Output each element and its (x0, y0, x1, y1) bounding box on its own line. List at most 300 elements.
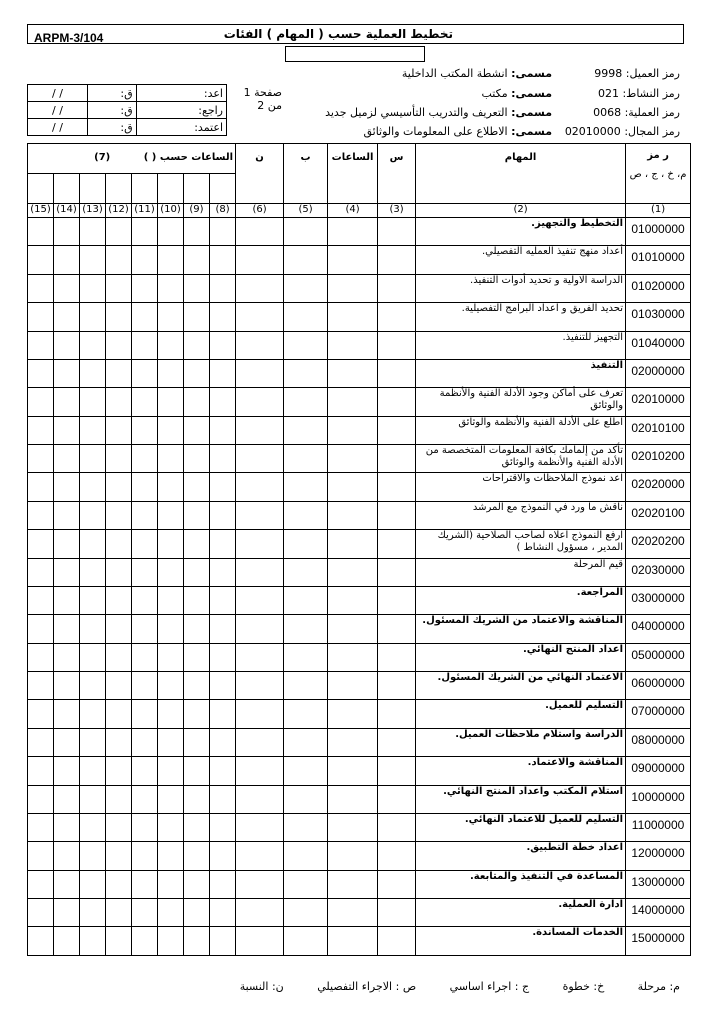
hours-cell[interactable] (378, 785, 416, 813)
approval-q[interactable]: ق: (88, 85, 137, 102)
hours-cell[interactable] (106, 615, 132, 643)
hours-cell[interactable] (54, 416, 80, 444)
hours-cell[interactable] (210, 615, 236, 643)
hours-cell[interactable] (106, 813, 132, 841)
hours-cell[interactable] (284, 785, 328, 813)
hours-cell[interactable] (236, 246, 284, 274)
hours-cell[interactable] (328, 246, 378, 274)
hours-cell[interactable] (80, 359, 106, 387)
hours-cell[interactable] (284, 416, 328, 444)
hours-cell[interactable] (158, 501, 184, 529)
hours-cell[interactable] (80, 899, 106, 927)
hours-cell[interactable] (106, 445, 132, 473)
hours-cell[interactable] (184, 842, 210, 870)
hours-cell[interactable] (236, 445, 284, 473)
hours-cell[interactable] (236, 416, 284, 444)
hours-cell[interactable] (328, 416, 378, 444)
hours-cell[interactable] (210, 728, 236, 756)
hours-cell[interactable] (328, 672, 378, 700)
approval-q[interactable]: ق: (88, 119, 137, 136)
hours-cell[interactable] (106, 331, 132, 359)
hours-cell[interactable] (158, 218, 184, 246)
hours-cell[interactable] (158, 728, 184, 756)
hours-cell[interactable] (210, 586, 236, 614)
hours-cell[interactable] (80, 445, 106, 473)
hours-cell[interactable] (284, 615, 328, 643)
hours-cell[interactable] (106, 927, 132, 955)
hours-cell[interactable] (132, 927, 158, 955)
hours-cell[interactable] (184, 416, 210, 444)
hours-cell[interactable] (80, 586, 106, 614)
hours-cell[interactable] (106, 672, 132, 700)
hours-cell[interactable] (378, 757, 416, 785)
hours-cell[interactable] (210, 813, 236, 841)
hours-cell[interactable] (106, 757, 132, 785)
hours-cell[interactable] (210, 218, 236, 246)
hours-cell[interactable] (328, 445, 378, 473)
hours-cell[interactable] (106, 586, 132, 614)
hours-cell[interactable] (284, 218, 328, 246)
hours-cell[interactable] (184, 870, 210, 898)
hours-cell[interactable] (284, 473, 328, 501)
hours-cell[interactable] (54, 530, 80, 558)
hours-cell[interactable] (132, 728, 158, 756)
hours-cell[interactable] (378, 870, 416, 898)
hours-cell[interactable] (328, 303, 378, 331)
hours-cell[interactable] (236, 643, 284, 671)
hours-cell[interactable] (54, 303, 80, 331)
hours-cell[interactable] (28, 728, 54, 756)
hours-cell[interactable] (28, 899, 54, 927)
hours-cell[interactable] (80, 246, 106, 274)
hours-cell[interactable] (284, 331, 328, 359)
hours-cell[interactable] (106, 218, 132, 246)
hours-cell[interactable] (328, 218, 378, 246)
hours-cell[interactable] (378, 331, 416, 359)
hours-cell[interactable] (328, 530, 378, 558)
hours-cell[interactable] (132, 218, 158, 246)
approval-date[interactable]: / / (28, 102, 88, 119)
hours-cell[interactable] (158, 416, 184, 444)
hours-cell[interactable] (80, 813, 106, 841)
hours-cell[interactable] (236, 672, 284, 700)
hours-cell[interactable] (80, 388, 106, 416)
hours-cell[interactable] (184, 558, 210, 586)
hours-cell[interactable] (378, 218, 416, 246)
hours-cell[interactable] (236, 303, 284, 331)
hours-cell[interactable] (210, 473, 236, 501)
hours-cell[interactable] (54, 899, 80, 927)
hours-cell[interactable] (158, 445, 184, 473)
hours-cell[interactable] (132, 672, 158, 700)
hours-cell[interactable] (236, 842, 284, 870)
hours-cell[interactable] (28, 445, 54, 473)
hours-cell[interactable] (54, 558, 80, 586)
hours-cell[interactable] (184, 501, 210, 529)
hours-cell[interactable] (284, 388, 328, 416)
hours-cell[interactable] (210, 445, 236, 473)
hours-cell[interactable] (158, 785, 184, 813)
hours-cell[interactable] (210, 359, 236, 387)
hours-cell[interactable] (80, 331, 106, 359)
hours-cell[interactable] (236, 530, 284, 558)
hours-cell[interactable] (54, 700, 80, 728)
hours-cell[interactable] (54, 501, 80, 529)
hours-cell[interactable] (184, 586, 210, 614)
hours-cell[interactable] (210, 672, 236, 700)
hours-cell[interactable] (378, 700, 416, 728)
hours-cell[interactable] (132, 359, 158, 387)
hours-cell[interactable] (28, 303, 54, 331)
hours-cell[interactable] (284, 700, 328, 728)
hours-cell[interactable] (132, 303, 158, 331)
hours-cell[interactable] (184, 899, 210, 927)
hours-cell[interactable] (106, 274, 132, 302)
hours-cell[interactable] (184, 813, 210, 841)
hours-cell[interactable] (328, 388, 378, 416)
hours-cell[interactable] (132, 899, 158, 927)
hours-cell[interactable] (378, 445, 416, 473)
hours-cell[interactable] (54, 246, 80, 274)
hours-cell[interactable] (236, 785, 284, 813)
hours-cell[interactable] (284, 501, 328, 529)
hours-cell[interactable] (184, 388, 210, 416)
hours-cell[interactable] (158, 388, 184, 416)
hours-cell[interactable] (328, 331, 378, 359)
hours-cell[interactable] (28, 927, 54, 955)
hours-cell[interactable] (210, 558, 236, 586)
hours-cell[interactable] (378, 359, 416, 387)
hours-cell[interactable] (284, 558, 328, 586)
hours-cell[interactable] (158, 473, 184, 501)
hours-cell[interactable] (236, 586, 284, 614)
approval-q[interactable]: ق: (88, 102, 137, 119)
hours-cell[interactable] (54, 359, 80, 387)
hours-cell[interactable] (54, 331, 80, 359)
hours-cell[interactable] (378, 813, 416, 841)
hours-cell[interactable] (28, 530, 54, 558)
hours-cell[interactable] (106, 842, 132, 870)
hours-cell[interactable] (106, 303, 132, 331)
hours-cell[interactable] (28, 643, 54, 671)
hours-cell[interactable] (158, 700, 184, 728)
hours-cell[interactable] (184, 359, 210, 387)
hours-cell[interactable] (54, 813, 80, 841)
hours-cell[interactable] (184, 246, 210, 274)
hours-cell[interactable] (328, 757, 378, 785)
hours-cell[interactable] (28, 218, 54, 246)
hours-cell[interactable] (284, 303, 328, 331)
hours-cell[interactable] (328, 728, 378, 756)
hours-cell[interactable] (236, 388, 284, 416)
hours-cell[interactable] (210, 388, 236, 416)
hours-cell[interactable] (378, 643, 416, 671)
hours-cell[interactable] (132, 700, 158, 728)
hours-cell[interactable] (328, 274, 378, 302)
hours-cell[interactable] (158, 303, 184, 331)
hours-cell[interactable] (132, 473, 158, 501)
hours-cell[interactable] (54, 586, 80, 614)
hours-cell[interactable] (184, 218, 210, 246)
hours-cell[interactable] (106, 530, 132, 558)
hours-cell[interactable] (378, 501, 416, 529)
hours-cell[interactable] (106, 558, 132, 586)
hours-cell[interactable] (236, 331, 284, 359)
hours-cell[interactable] (210, 331, 236, 359)
hours-cell[interactable] (80, 785, 106, 813)
hours-cell[interactable] (28, 757, 54, 785)
hours-cell[interactable] (80, 643, 106, 671)
hours-cell[interactable] (28, 558, 54, 586)
hours-cell[interactable] (132, 331, 158, 359)
hours-cell[interactable] (210, 501, 236, 529)
hours-cell[interactable] (328, 785, 378, 813)
hours-cell[interactable] (158, 643, 184, 671)
hours-cell[interactable] (132, 274, 158, 302)
hours-cell[interactable] (106, 246, 132, 274)
hours-cell[interactable] (284, 757, 328, 785)
hours-cell[interactable] (284, 813, 328, 841)
hours-cell[interactable] (184, 728, 210, 756)
hours-cell[interactable] (158, 757, 184, 785)
hours-cell[interactable] (80, 615, 106, 643)
hours-cell[interactable] (378, 842, 416, 870)
hours-cell[interactable] (158, 246, 184, 274)
hours-cell[interactable] (284, 246, 328, 274)
hours-cell[interactable] (158, 331, 184, 359)
hours-cell[interactable] (158, 615, 184, 643)
hours-cell[interactable] (54, 672, 80, 700)
hours-cell[interactable] (28, 870, 54, 898)
hours-cell[interactable] (284, 842, 328, 870)
hours-cell[interactable] (378, 303, 416, 331)
hours-cell[interactable] (236, 757, 284, 785)
hours-cell[interactable] (328, 927, 378, 955)
hours-cell[interactable] (236, 700, 284, 728)
hours-cell[interactable] (328, 615, 378, 643)
hours-cell[interactable] (184, 303, 210, 331)
hours-cell[interactable] (54, 643, 80, 671)
hours-cell[interactable] (284, 530, 328, 558)
hours-cell[interactable] (132, 445, 158, 473)
hours-cell[interactable] (158, 558, 184, 586)
hours-cell[interactable] (184, 785, 210, 813)
hours-cell[interactable] (158, 359, 184, 387)
hours-cell[interactable] (28, 813, 54, 841)
hours-cell[interactable] (132, 643, 158, 671)
hours-cell[interactable] (210, 757, 236, 785)
hours-cell[interactable] (28, 246, 54, 274)
hours-cell[interactable] (132, 757, 158, 785)
hours-cell[interactable] (28, 842, 54, 870)
hours-cell[interactable] (132, 558, 158, 586)
hours-cell[interactable] (28, 672, 54, 700)
hours-cell[interactable] (184, 331, 210, 359)
hours-cell[interactable] (284, 728, 328, 756)
hours-cell[interactable] (378, 672, 416, 700)
hours-cell[interactable] (54, 785, 80, 813)
hours-cell[interactable] (184, 445, 210, 473)
hours-cell[interactable] (236, 218, 284, 246)
hours-cell[interactable] (328, 870, 378, 898)
hours-cell[interactable] (28, 274, 54, 302)
hours-cell[interactable] (378, 388, 416, 416)
hours-cell[interactable] (184, 757, 210, 785)
hours-cell[interactable] (378, 558, 416, 586)
hours-cell[interactable] (80, 530, 106, 558)
hours-cell[interactable] (54, 445, 80, 473)
hours-cell[interactable] (80, 416, 106, 444)
hours-cell[interactable] (210, 785, 236, 813)
hours-cell[interactable] (80, 303, 106, 331)
hours-cell[interactable] (184, 274, 210, 302)
hours-cell[interactable] (80, 218, 106, 246)
hours-cell[interactable] (284, 870, 328, 898)
hours-cell[interactable] (28, 586, 54, 614)
hours-cell[interactable] (132, 842, 158, 870)
hours-cell[interactable] (328, 558, 378, 586)
hours-cell[interactable] (284, 672, 328, 700)
hours-cell[interactable] (132, 785, 158, 813)
hours-cell[interactable] (328, 700, 378, 728)
hours-cell[interactable] (184, 473, 210, 501)
hours-cell[interactable] (210, 303, 236, 331)
hours-cell[interactable] (106, 473, 132, 501)
hours-cell[interactable] (378, 728, 416, 756)
hours-cell[interactable] (284, 274, 328, 302)
hours-cell[interactable] (80, 757, 106, 785)
hours-cell[interactable] (106, 728, 132, 756)
hours-cell[interactable] (378, 586, 416, 614)
hours-cell[interactable] (236, 501, 284, 529)
hours-cell[interactable] (54, 274, 80, 302)
hours-cell[interactable] (132, 388, 158, 416)
hours-cell[interactable] (210, 530, 236, 558)
hours-cell[interactable] (80, 473, 106, 501)
hours-cell[interactable] (54, 842, 80, 870)
hours-cell[interactable] (54, 757, 80, 785)
hours-cell[interactable] (284, 643, 328, 671)
hours-cell[interactable] (210, 870, 236, 898)
hours-cell[interactable] (184, 672, 210, 700)
hours-cell[interactable] (106, 700, 132, 728)
hours-cell[interactable] (158, 870, 184, 898)
hours-cell[interactable] (236, 615, 284, 643)
approval-date[interactable]: / / (28, 119, 88, 136)
hours-cell[interactable] (54, 218, 80, 246)
hours-cell[interactable] (80, 558, 106, 586)
hours-cell[interactable] (236, 558, 284, 586)
hours-cell[interactable] (236, 927, 284, 955)
hours-cell[interactable] (80, 728, 106, 756)
hours-cell[interactable] (54, 870, 80, 898)
hours-cell[interactable] (132, 246, 158, 274)
category-box[interactable] (285, 46, 425, 62)
hours-cell[interactable] (184, 927, 210, 955)
hours-cell[interactable] (284, 445, 328, 473)
hours-cell[interactable] (328, 473, 378, 501)
hours-cell[interactable] (158, 672, 184, 700)
hours-cell[interactable] (284, 927, 328, 955)
hours-cell[interactable] (54, 927, 80, 955)
hours-cell[interactable] (54, 728, 80, 756)
hours-cell[interactable] (328, 359, 378, 387)
hours-cell[interactable] (210, 416, 236, 444)
hours-cell[interactable] (158, 927, 184, 955)
hours-cell[interactable] (54, 615, 80, 643)
hours-cell[interactable] (378, 530, 416, 558)
hours-cell[interactable] (210, 927, 236, 955)
hours-cell[interactable] (106, 501, 132, 529)
approval-date[interactable]: / / (28, 85, 88, 102)
hours-cell[interactable] (106, 643, 132, 671)
hours-cell[interactable] (80, 870, 106, 898)
hours-cell[interactable] (132, 530, 158, 558)
hours-cell[interactable] (184, 530, 210, 558)
hours-cell[interactable] (158, 899, 184, 927)
hours-cell[interactable] (328, 586, 378, 614)
hours-cell[interactable] (158, 842, 184, 870)
hours-cell[interactable] (106, 870, 132, 898)
hours-cell[interactable] (210, 899, 236, 927)
hours-cell[interactable] (106, 416, 132, 444)
hours-cell[interactable] (210, 643, 236, 671)
hours-cell[interactable] (80, 501, 106, 529)
hours-cell[interactable] (284, 586, 328, 614)
hours-cell[interactable] (28, 331, 54, 359)
hours-cell[interactable] (284, 359, 328, 387)
hours-cell[interactable] (54, 473, 80, 501)
hours-cell[interactable] (328, 813, 378, 841)
hours-cell[interactable] (158, 530, 184, 558)
hours-cell[interactable] (328, 643, 378, 671)
hours-cell[interactable] (54, 388, 80, 416)
hours-cell[interactable] (210, 700, 236, 728)
hours-cell[interactable] (28, 501, 54, 529)
hours-cell[interactable] (106, 359, 132, 387)
hours-cell[interactable] (284, 899, 328, 927)
hours-cell[interactable] (28, 785, 54, 813)
hours-cell[interactable] (184, 700, 210, 728)
hours-cell[interactable] (236, 870, 284, 898)
hours-cell[interactable] (328, 842, 378, 870)
hours-cell[interactable] (28, 416, 54, 444)
hours-cell[interactable] (378, 416, 416, 444)
hours-cell[interactable] (184, 615, 210, 643)
hours-cell[interactable] (132, 870, 158, 898)
hours-cell[interactable] (132, 586, 158, 614)
hours-cell[interactable] (378, 473, 416, 501)
hours-cell[interactable] (236, 473, 284, 501)
hours-cell[interactable] (28, 473, 54, 501)
hours-cell[interactable] (328, 501, 378, 529)
hours-cell[interactable] (106, 388, 132, 416)
hours-cell[interactable] (132, 615, 158, 643)
hours-cell[interactable] (378, 899, 416, 927)
hours-cell[interactable] (80, 672, 106, 700)
hours-cell[interactable] (132, 813, 158, 841)
hours-cell[interactable] (28, 388, 54, 416)
hours-cell[interactable] (80, 274, 106, 302)
hours-cell[interactable] (106, 899, 132, 927)
hours-cell[interactable] (236, 359, 284, 387)
hours-cell[interactable] (132, 416, 158, 444)
hours-cell[interactable] (132, 501, 158, 529)
hours-cell[interactable] (80, 927, 106, 955)
hours-cell[interactable] (378, 927, 416, 955)
hours-cell[interactable] (80, 842, 106, 870)
hours-cell[interactable] (210, 246, 236, 274)
